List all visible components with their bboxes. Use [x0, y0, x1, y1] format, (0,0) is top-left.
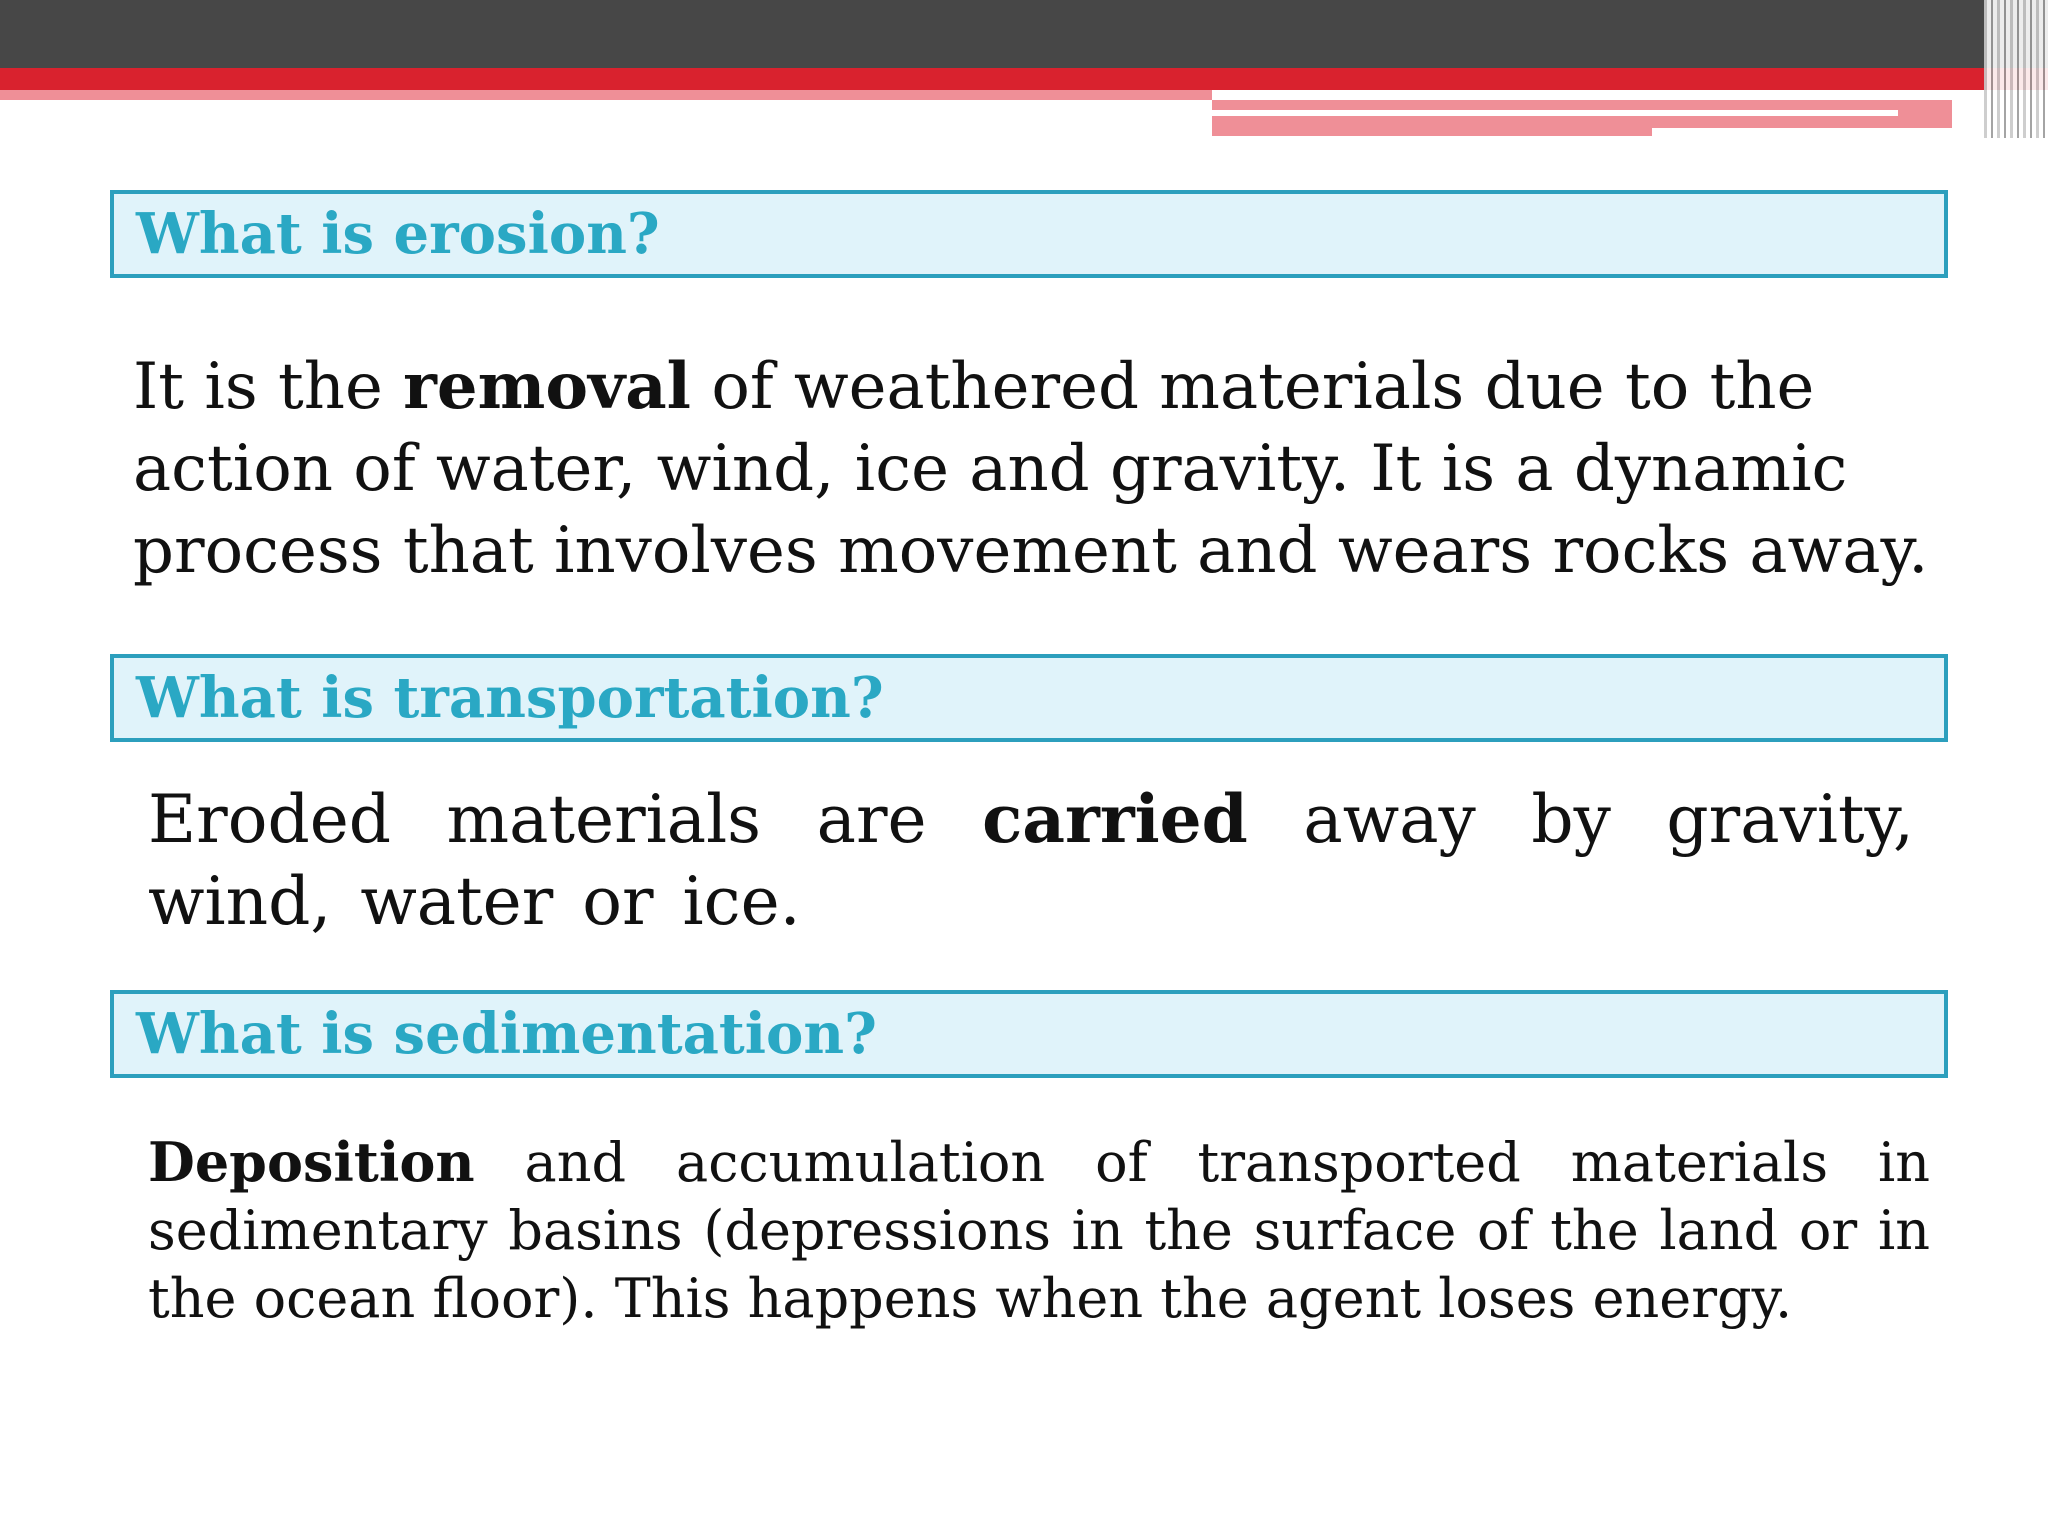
answer-erosion-bold: removal	[403, 349, 691, 424]
header-accent-line-2	[1652, 128, 1952, 136]
question-erosion: What is erosion?	[136, 201, 660, 267]
answer-sedimentation-after: and accumulation of transported materials in sedimentary basins (depressions in the surface of the land or in the ocean floor). This happens when the agent loses energy.	[148, 1131, 1930, 1330]
answer-erosion-after: of weathered materials due to the action of water, wind, ice and gravity. It is a dynamic process that involves movement and wears rocks away.	[133, 350, 1929, 588]
answer-sedimentation	[148, 1128, 1930, 1333]
question-box-erosion	[110, 190, 1948, 278]
answer-erosion-before: It is the	[133, 350, 404, 424]
header-pink-band-left	[0, 90, 1212, 100]
header-red-band	[0, 68, 2048, 90]
header-dark-band	[0, 0, 2048, 68]
header-accent-line	[1212, 110, 1898, 116]
answer-transportation-after: away by gravity, wind, water or ice.	[148, 781, 1914, 940]
header-edge-stripes	[1984, 0, 2048, 138]
answer-transportation-before: Eroded materials are	[148, 781, 983, 858]
question-sedimentation: What is sedimentation?	[136, 1001, 877, 1067]
question-box-transportation	[110, 654, 1948, 742]
answer-erosion	[133, 346, 1929, 592]
answer-sedimentation-bold: Deposition	[148, 1130, 475, 1194]
question-box-sedimentation	[110, 990, 1948, 1078]
question-transportation: What is transportation?	[136, 665, 884, 731]
answer-transportation-bold: carried	[982, 780, 1248, 858]
answer-transportation	[148, 778, 1914, 943]
